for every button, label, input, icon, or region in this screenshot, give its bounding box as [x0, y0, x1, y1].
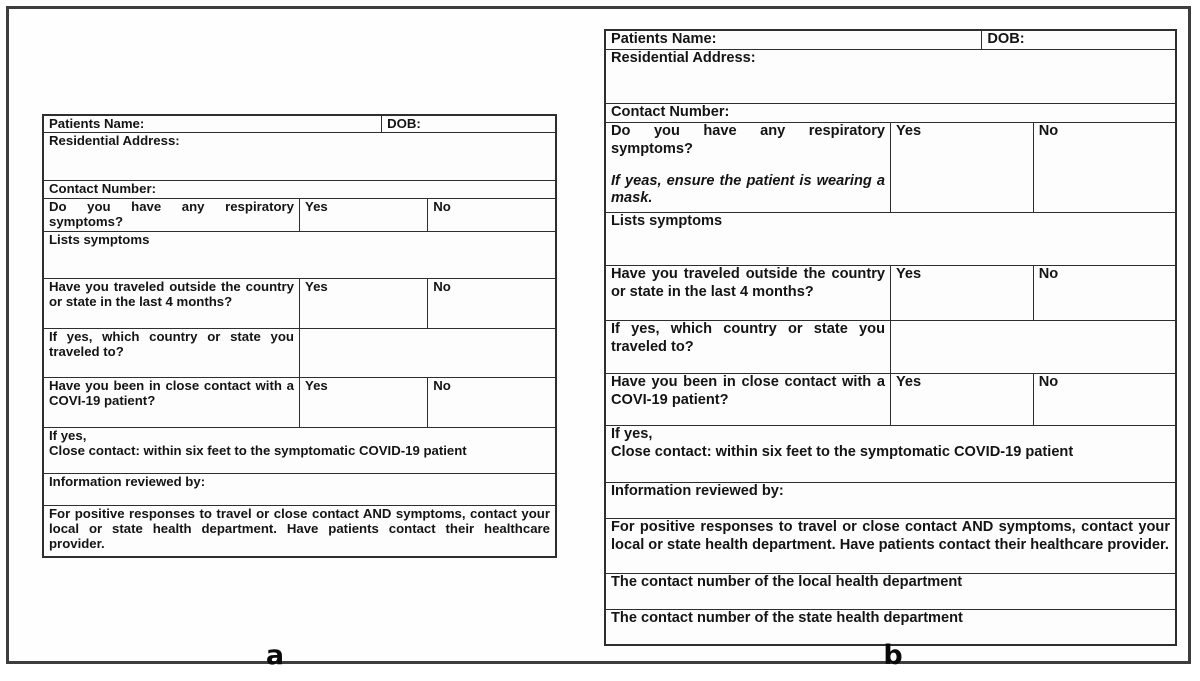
form-a-respiratory-no-cell: No: [428, 198, 556, 231]
form-a-respiratory-question-cell: Do you have any respiratory symptoms?: [43, 198, 300, 231]
table-row: [605, 483, 1176, 519]
figure-label-b: b: [883, 640, 903, 671]
form-b-travel-where-question-cell: If yes, which country or state you traveled to?: [605, 321, 891, 374]
form-b-state-health-dept-cell: The contact number of the state health department: [605, 610, 1176, 645]
form-b-lists-symptoms-cell: Lists symptoms: [605, 213, 1176, 266]
form-a-travel-where-question-cell: If yes, which country or state you traveled to?: [43, 328, 300, 377]
table-row: [43, 278, 556, 328]
form-b-respiratory-question-text: Do you have any respiratory symptoms?: [611, 123, 885, 157]
figure-label-a: a: [265, 640, 285, 671]
form-a-respiratory-yes-cell: Yes: [300, 198, 428, 231]
table-row: [605, 123, 1176, 213]
form-a-travel-no-cell: No: [428, 278, 556, 328]
form-b-information-reviewed-cell: Information reviewed by:: [605, 483, 1176, 519]
form-a-positive-instructions-cell: For positive responses to travel or close contact AND symptoms, contact your local or state health department. Have patients contact their healthcare provider.: [43, 505, 556, 557]
table-row: [43, 115, 556, 133]
form-b-respiratory-no-cell: No: [1033, 123, 1176, 213]
table-row: [605, 374, 1176, 426]
form-b-travel-yes-cell: Yes: [891, 266, 1034, 321]
form-b-dob-cell: DOB:: [982, 30, 1176, 50]
table-row: [605, 213, 1176, 266]
table-row: [43, 328, 556, 377]
form-a-travel-where-answer-cell: [300, 328, 557, 377]
form-a-travel-question-cell: Have you traveled outside the country or state in the last 4 months?: [43, 278, 300, 328]
form-b-respiratory-question-cell: [605, 123, 891, 213]
form-a-close-contact-question-cell: Have you been in close contact with a COVI-19 patient?: [43, 377, 300, 427]
form-b-contact-number-cell: Contact Number:: [605, 104, 1176, 123]
figure-frame: [6, 6, 1191, 671]
table-row: [605, 266, 1176, 321]
table-row: [605, 104, 1176, 123]
table-row: [43, 133, 556, 181]
form-a-close-contact-if-yes-line: If yes,: [49, 427, 87, 443]
table-row: [43, 473, 556, 505]
table-row: [43, 427, 556, 473]
form-b-travel-question-cell: Have you traveled outside the country or state in the last 4 months?: [605, 266, 891, 321]
table-row: [605, 321, 1176, 374]
form-b-respiratory-yes-cell: Yes: [891, 123, 1034, 213]
table-row: [43, 505, 556, 557]
form-a-information-reviewed-cell: Information reviewed by:: [43, 473, 556, 505]
covid-screening-form-b: [604, 29, 1177, 646]
form-b-residential-address-cell: Residential Address:: [605, 50, 1176, 104]
form-a-close-contact-no-cell: No: [428, 377, 556, 427]
form-b-close-contact-definition-text: Close contact: within six feet to the symptomatic COVID-19 patient: [611, 443, 1074, 460]
form-b-travel-where-answer-cell: [891, 321, 1177, 374]
form-a-contact-number-cell: Contact Number:: [43, 181, 556, 198]
table-row: [605, 50, 1176, 104]
form-b-local-health-dept-cell: The contact number of the local health department: [605, 574, 1176, 610]
form-b-mask-note: If yeas, ensure the patient is wearing a mask.: [611, 172, 885, 207]
form-a-close-contact-definition-text: Close contact: within six feet to the symptomatic COVID-19 patient: [49, 442, 467, 458]
table-row: [43, 181, 556, 198]
table-row: [605, 30, 1176, 50]
form-a-patients-name-cell: Patients Name:: [43, 115, 382, 133]
form-b-close-contact-yes-cell: Yes: [891, 374, 1034, 426]
form-a-residential-address-cell: Residential Address:: [43, 133, 556, 181]
table-row: [605, 574, 1176, 610]
table-row: [605, 519, 1176, 574]
covid-screening-form-a: [42, 114, 557, 558]
form-b-travel-no-cell: No: [1033, 266, 1176, 321]
form-b-close-contact-question-cell: Have you been in close contact with a COVI-19 patient?: [605, 374, 891, 426]
form-b-close-contact-if-yes-line: If yes,: [611, 426, 653, 443]
form-a-travel-yes-cell: Yes: [300, 278, 428, 328]
table-row: [43, 198, 556, 231]
form-a-lists-symptoms-cell: Lists symptoms: [43, 231, 556, 278]
form-b-patients-name-cell: Patients Name:: [605, 30, 982, 50]
form-a-close-contact-yes-cell: Yes: [300, 377, 428, 427]
table-row: [43, 231, 556, 278]
form-b-positive-instructions-cell: For positive responses to travel or close contact AND symptoms, contact your local or state health department. Have patients contact their healthcare provider.: [605, 519, 1176, 574]
form-a-dob-cell: DOB:: [382, 115, 556, 133]
form-b-close-contact-definition-cell: [605, 426, 1176, 483]
form-b-close-contact-no-cell: No: [1033, 374, 1176, 426]
table-row: [43, 377, 556, 427]
form-a-close-contact-definition-cell: [43, 427, 556, 473]
table-row: [605, 426, 1176, 483]
